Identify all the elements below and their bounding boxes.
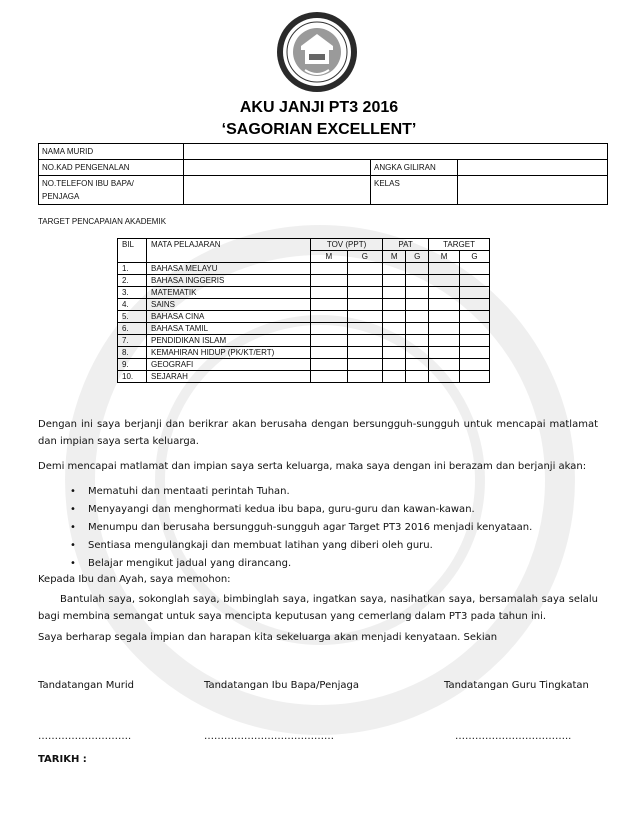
table-row	[118, 347, 490, 359]
tov-g-header: G	[347, 251, 383, 263]
grade-cell[interactable]	[383, 311, 406, 323]
grade-cell[interactable]	[459, 311, 489, 323]
grade-cell[interactable]	[311, 275, 348, 287]
subject-cell: GEOGRAFI	[147, 359, 311, 371]
bil-cell: 1.	[118, 263, 147, 275]
grade-cell[interactable]	[347, 335, 383, 347]
grade-cell[interactable]	[459, 359, 489, 371]
grade-cell[interactable]	[383, 263, 406, 275]
school-logo	[275, 10, 359, 94]
grade-cell[interactable]	[406, 335, 429, 347]
table-row	[118, 275, 490, 287]
table-row	[118, 299, 490, 311]
tarikh-label: TARIKH :	[38, 754, 87, 765]
grade-cell[interactable]	[311, 359, 348, 371]
kelas-field[interactable]	[458, 176, 608, 205]
table-row	[39, 144, 608, 160]
grade-cell[interactable]	[347, 311, 383, 323]
pat-m-header: M	[383, 251, 406, 263]
subject-cell: PENDIDIKAN ISLAM	[147, 335, 311, 347]
document-title: AKU JANJI PT3 2016	[239, 99, 399, 116]
grade-cell[interactable]	[459, 323, 489, 335]
grade-cell[interactable]	[311, 323, 348, 335]
subject-cell: BAHASA TAMIL	[147, 323, 311, 335]
bil-cell: 6.	[118, 323, 147, 335]
grade-cell[interactable]	[429, 311, 460, 323]
bil-cell: 2.	[118, 275, 147, 287]
telefon-field[interactable]	[184, 176, 371, 205]
telefon-label-line2: PENJAGA	[42, 192, 80, 201]
grade-cell[interactable]	[429, 323, 460, 335]
subjects-table	[117, 238, 490, 383]
table-row	[118, 359, 490, 371]
grade-cell[interactable]	[459, 347, 489, 359]
table-row	[39, 160, 608, 176]
bil-header: BIL	[118, 239, 147, 263]
table-row	[118, 311, 490, 323]
subject-cell: BAHASA MELAYU	[147, 263, 311, 275]
nama-label: NAMA MURID	[39, 144, 184, 160]
grade-cell[interactable]	[383, 323, 406, 335]
pat-header: PAT	[383, 239, 429, 251]
grade-cell[interactable]	[383, 371, 406, 383]
grade-cell[interactable]	[347, 263, 383, 275]
grade-cell[interactable]	[406, 347, 429, 359]
subject-cell: BAHASA INGGERIS	[147, 275, 311, 287]
grade-cell[interactable]	[429, 347, 460, 359]
grade-cell[interactable]	[347, 287, 383, 299]
grade-cell[interactable]	[459, 263, 489, 275]
subject-cell: KEMAHIRAN HIDUP (PK/KT/ERT)	[147, 347, 311, 359]
list-item: • Menumpu dan berusaha bersungguh-sungguh agar Target PT3 2016 menjadi kenyataan.	[88, 519, 532, 537]
table-row	[118, 287, 490, 299]
grade-cell[interactable]	[347, 299, 383, 311]
grade-cell[interactable]	[429, 263, 460, 275]
hope-paragraph: Saya berharap segala impian dan harapan kita sekeluarga akan menjadi kenyataan. Sekian	[38, 632, 498, 643]
grade-cell[interactable]	[347, 359, 383, 371]
grade-cell[interactable]	[429, 371, 460, 383]
grade-cell[interactable]	[311, 371, 348, 383]
grade-cell[interactable]	[429, 359, 460, 371]
telefon-label	[39, 176, 184, 205]
grade-cell[interactable]	[406, 275, 429, 287]
kad-label: NO.KAD PENGENALAN	[39, 160, 184, 176]
list-item: • Menyayangi dan menghormati kedua ibu bapa, guru-guru dan kawan-kawan.	[88, 501, 532, 519]
nama-field[interactable]	[184, 144, 608, 160]
table-header-row	[118, 239, 490, 251]
grade-cell[interactable]	[429, 287, 460, 299]
grade-cell[interactable]	[311, 287, 348, 299]
grade-cell[interactable]	[383, 359, 406, 371]
grade-cell[interactable]	[347, 323, 383, 335]
mata-header: MATA PELAJARAN	[147, 239, 311, 263]
list-item: • Mematuhi dan mentaati perintah Tuhan.	[88, 483, 532, 501]
grade-cell[interactable]	[406, 323, 429, 335]
grade-cell[interactable]	[311, 299, 348, 311]
subject-cell: SAINS	[147, 299, 311, 311]
signature-label-ibubapa: Tandatangan Ibu Bapa/Penjaga	[204, 680, 359, 691]
target-m-header: M	[429, 251, 460, 263]
table-row	[118, 371, 490, 383]
bil-cell: 8.	[118, 347, 147, 359]
bil-cell: 10.	[118, 371, 147, 383]
student-info-table	[38, 143, 608, 205]
bil-cell: 3.	[118, 287, 147, 299]
subject-cell: MATEMATIK	[147, 287, 311, 299]
signature-line-ibubapa: …………………………………	[204, 731, 334, 742]
bil-cell: 4.	[118, 299, 147, 311]
grade-cell[interactable]	[429, 275, 460, 287]
bil-cell: 9.	[118, 359, 147, 371]
table-row	[118, 263, 490, 275]
signature-line-murid: ……………………….	[38, 731, 132, 742]
grade-cell[interactable]	[311, 335, 348, 347]
grade-cell[interactable]	[406, 299, 429, 311]
table-row	[118, 323, 490, 335]
grade-cell[interactable]	[429, 335, 460, 347]
grade-cell[interactable]	[311, 347, 348, 359]
kad-field[interactable]	[184, 160, 371, 176]
bil-cell: 5.	[118, 311, 147, 323]
grade-cell[interactable]	[383, 275, 406, 287]
signature-label-guru: Tandatangan Guru Tingkatan	[444, 680, 589, 691]
document-subtitle: ‘SAGORIAN EXCELLENT’	[221, 121, 417, 138]
grade-cell[interactable]	[406, 287, 429, 299]
target-header: TARGET	[429, 239, 490, 251]
signature-label-murid: Tandatangan Murid	[38, 680, 134, 691]
target-g-header: G	[459, 251, 489, 263]
grade-cell[interactable]	[406, 371, 429, 383]
parents-intro: Kepada Ibu dan Ayah, saya memohon:	[38, 574, 231, 585]
grade-cell[interactable]	[347, 371, 383, 383]
grade-cell[interactable]	[347, 275, 383, 287]
grade-cell[interactable]	[459, 287, 489, 299]
list-item: • Sentiasa mengulangkaji dan membuat latihan yang diberi oleh guru.	[88, 537, 532, 555]
grade-cell[interactable]	[383, 299, 406, 311]
table-row	[39, 176, 608, 205]
table-row	[118, 335, 490, 347]
kelas-label: KELAS	[371, 176, 458, 205]
request-paragraph: Bantulah saya, sokonglah saya, bimbinglah saya, ingatkan saya, nasihatkan saya, bersamalah saya selalu bagi membina semangat untuk saya mencipta keputusan yang cemerlang dalam PT3 pada tahun ini.	[38, 594, 598, 622]
grade-cell[interactable]	[406, 311, 429, 323]
grade-cell[interactable]	[429, 299, 460, 311]
bil-cell: 7.	[118, 335, 147, 347]
subject-cell: SEJARAH	[147, 371, 311, 383]
telefon-label-line1: NO.TELEFON IBU BAPA/	[42, 179, 134, 188]
list-item: • Belajar mengikut jadual yang dirancang.	[88, 555, 532, 573]
target-section-label: TARGET PENCAPAIAN AKADEMIK	[38, 217, 167, 226]
grade-cell[interactable]	[347, 347, 383, 359]
pat-g-header: G	[406, 251, 429, 263]
grade-cell[interactable]	[406, 263, 429, 275]
angka-field[interactable]	[458, 160, 608, 176]
grade-cell[interactable]	[383, 347, 406, 359]
intro-paragraph: Demi mencapai matlamat dan impian saya serta keluarga, maka saya dengan ini berazam dan berjanji akan:	[38, 461, 587, 472]
grade-cell[interactable]	[311, 263, 348, 275]
grade-cell[interactable]	[459, 335, 489, 347]
grade-cell[interactable]	[311, 311, 348, 323]
grade-cell[interactable]	[459, 371, 489, 383]
grade-cell[interactable]	[459, 275, 489, 287]
grade-cell[interactable]	[383, 287, 406, 299]
grade-cell[interactable]	[383, 335, 406, 347]
subject-cell: BAHASA CINA	[147, 311, 311, 323]
tov-header: TOV (PPT)	[311, 239, 383, 251]
signature-line-guru: ……………………………..	[455, 731, 572, 742]
grade-cell[interactable]	[459, 299, 489, 311]
pledge-paragraph: Dengan ini saya berjanji dan berikrar akan berusaha dengan bersungguh-sungguh untuk mencapai matlamat dan impian saya serta keluarga.	[38, 419, 598, 447]
pledge-list	[88, 483, 532, 573]
tov-m-header: M	[311, 251, 348, 263]
grade-cell[interactable]	[406, 359, 429, 371]
angka-label: ANGKA GILIRAN	[371, 160, 458, 176]
